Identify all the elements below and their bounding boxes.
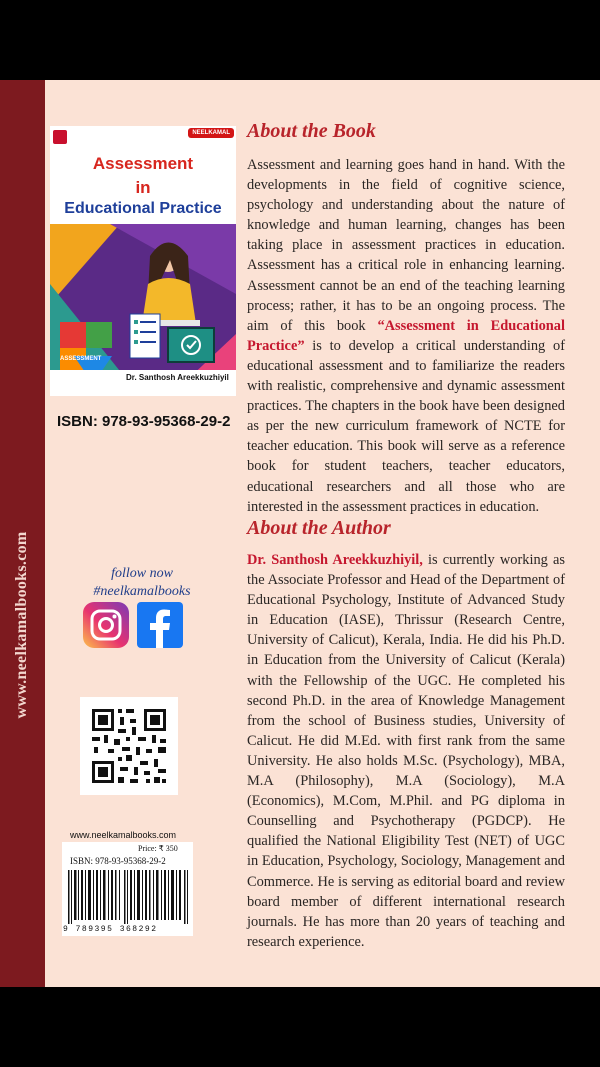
- cover-illustration: [50, 224, 236, 396]
- spine-website: www.neelkamalbooks.com: [13, 531, 30, 719]
- publisher-logo-icon: [53, 130, 67, 144]
- about-author-heading: About the Author: [247, 517, 391, 539]
- publisher-badge: NEELKAMAL: [188, 128, 234, 138]
- about-book-text-b: is to develop a critical understanding of educational assessment and to familiarize the readers with realistic, comprehensive and dynamic assessment practices. The chapters in the book have been designed as per the new curriculum framework of NCTE for teacher education. This book will serve as a reference book for student teachers, teacher educators, educational researchers and all those who are interested in the assessment practices in education.: [247, 337, 565, 515]
- price: Price: ₹ 350: [138, 844, 178, 853]
- follow-now-text: follow now: [111, 566, 173, 581]
- barcode-website: www.neelkamalbooks.com: [70, 830, 177, 840]
- spine: [0, 80, 45, 987]
- author-name: Dr. Santhosh Areekkuzhiyil,: [247, 552, 423, 568]
- facebook-icon[interactable]: [137, 602, 183, 648]
- barcode-bars: [66, 870, 190, 924]
- hashtag-text: #neelkamalbooks: [93, 584, 191, 599]
- isbn-main: ISBN: 978-93-95368-29-2: [57, 413, 231, 430]
- about-book-text-a: Assessment and learning goes hand in hand. With the developments in the field of cognitive science, psychology and understanding about the nature of knowledge and human learning, changes has been taking place in assessment practices in education. Assessment has a critical role in enhancing learning. Assessment cannot be an end of the teaching learning process; rather, it has to be an ongoing process. The aim of this book: [247, 157, 565, 334]
- book-title-quote: “Assessment in Educational Practice”: [247, 317, 565, 354]
- thumb-title-line2: in: [135, 178, 151, 197]
- barcode-isbn: ISBN: 978-93-95368-29-2: [70, 856, 166, 866]
- about-author-text: [247, 550, 565, 952]
- about-book-text: [247, 155, 565, 517]
- thumb-title-line3: Educational Practice: [64, 200, 222, 217]
- thumb-assessment-label: ASSESSMENT: [60, 356, 102, 362]
- thumb-title-line1: Assessment: [92, 154, 194, 173]
- instagram-icon[interactable]: [83, 602, 129, 648]
- back-cover: [0, 80, 600, 987]
- thumb-author: Dr. Santhosh Areekkuzhiyil: [126, 373, 229, 382]
- qr-code[interactable]: [80, 697, 178, 795]
- barcode-digits: 9 789395 368292: [63, 925, 158, 934]
- front-cover-thumbnail: [50, 126, 236, 396]
- about-author-body: is currently working as the Associate Professor and Head of the Department of Educational Psychology, Institute of Advanced Study in Education (IASE), Thrissur (Research Centre, University of Calicut), Kerala, India. He did his Ph.D. in Education from the University of Calicut (Kerala) with the Fellowship of the UGC. He completed his second Ph.D. in the area of Knowledge Management from the school of Business studies, University of Calicut. He did M.Ed. with first rank from the same University. He also holds M.Sc. (Psychology), MBA, M.A (Philosophy), M.A (Sociology), M.A (Economics), M.Com, M.Phil. and PG diploma in Counselling and Psychotherapy (PGDCP). He qualified the National Eligibility Test (NET) of UGC in Education, Psychology, Sociology, Management and Commerce. He is serving as editorial board and review board member of different international research journals. He has more than 20 years of teaching and research experience.: [247, 552, 565, 950]
- about-book-heading: About the Book: [247, 120, 376, 142]
